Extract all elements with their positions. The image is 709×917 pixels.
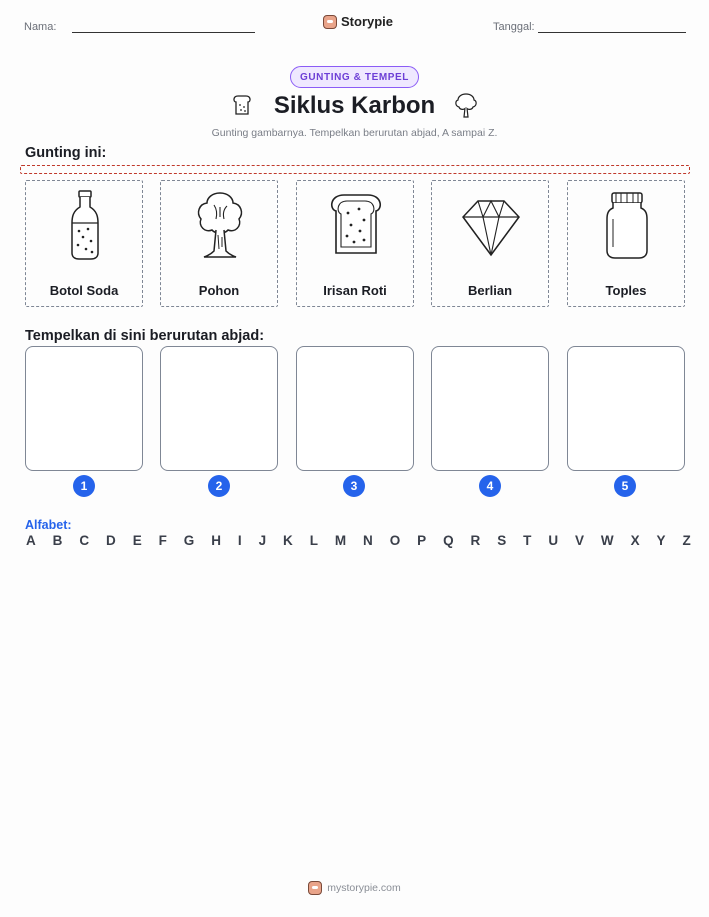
slot-number-2: 2 — [208, 475, 230, 497]
alphabet-letter: K — [283, 533, 293, 548]
cut-card-bread-slice[interactable] — [296, 180, 414, 307]
paste-slot-3[interactable] — [296, 346, 414, 471]
mascot-icon — [308, 881, 322, 895]
slot-number-1: 1 — [73, 475, 95, 497]
alphabet-letter: M — [334, 533, 347, 548]
cut-card-soda-bottle[interactable] — [25, 180, 143, 307]
alphabet-letter: J — [258, 533, 267, 548]
card-label: Pohon — [198, 283, 240, 298]
paste-slot-1[interactable] — [25, 346, 143, 471]
date-line[interactable] — [538, 32, 686, 33]
paste-heading: Tempelkan di sini berurutan abjad: — [25, 328, 265, 344]
brand-logo — [323, 14, 393, 29]
activity-badge: GUNTING & TEMPEL — [290, 66, 419, 88]
alphabet-letter: A — [26, 533, 36, 548]
paste-slot-2[interactable] — [160, 346, 278, 471]
cut-line — [20, 165, 690, 174]
tree-icon — [190, 189, 250, 261]
brand-name: Storypie — [341, 14, 394, 29]
slot-number-4: 4 — [479, 475, 501, 497]
card-label: Irisan Roti — [323, 283, 387, 298]
cut-heading: Gunting ini: — [25, 145, 107, 161]
alphabet-letter: G — [183, 533, 195, 548]
alphabet-letter: E — [132, 533, 142, 548]
mascot-icon — [323, 15, 337, 29]
alphabet-letter: S — [497, 533, 507, 548]
alphabet-letter: H — [211, 533, 221, 548]
card-label: Botol Soda — [49, 283, 119, 298]
date-label: Tanggal: — [493, 21, 535, 33]
alphabet-letter: L — [309, 533, 318, 548]
cut-card-tree[interactable] — [160, 180, 278, 307]
card-label: Toples — [605, 283, 647, 298]
alphabet-letter: Q — [443, 533, 454, 548]
soda-bottle-icon — [55, 189, 115, 261]
alphabet-letter: B — [52, 533, 63, 548]
tree-icon — [452, 91, 480, 119]
slot-number-3: 3 — [343, 475, 365, 497]
footer — [0, 881, 709, 895]
alphabet-letter: R — [470, 533, 481, 548]
alphabet-letter: W — [600, 533, 614, 548]
paste-slot-5[interactable] — [567, 346, 685, 471]
diamond-icon — [461, 189, 521, 261]
alphabet-letter: O — [389, 533, 401, 548]
name-line[interactable] — [72, 32, 255, 33]
alphabet-letter: N — [363, 533, 373, 548]
alphabet-heading: Alfabet: — [25, 518, 72, 532]
alphabet-letter: F — [158, 533, 167, 548]
alphabet-letter: C — [79, 533, 90, 548]
footer-url[interactable]: mystorypie.com — [327, 882, 401, 894]
alphabet-letter: D — [106, 533, 116, 548]
bread-slice-icon — [326, 189, 386, 261]
alphabet-letter: V — [574, 533, 584, 548]
paste-slot-4[interactable] — [431, 346, 549, 471]
jar-icon — [597, 189, 657, 261]
card-label: Berlian — [467, 283, 513, 298]
cut-card-jar[interactable] — [567, 180, 685, 307]
alphabet-letter: T — [523, 533, 532, 548]
slot-number-5: 5 — [614, 475, 636, 497]
alphabet-row — [26, 533, 691, 548]
alphabet-letter: X — [630, 533, 640, 548]
name-label: Nama: — [24, 21, 57, 33]
alphabet-letter: I — [237, 533, 242, 548]
cut-card-diamond[interactable] — [431, 180, 549, 307]
alphabet-letter: U — [548, 533, 559, 548]
instructions: Gunting gambarnya. Tempelkan berurutan abjad, A sampai Z. — [211, 127, 498, 139]
alphabet-letter: P — [417, 533, 427, 548]
alphabet-letter: Y — [656, 533, 666, 548]
page-title: Siklus Karbon — [273, 92, 436, 119]
alphabet-letter: Z — [682, 533, 691, 548]
